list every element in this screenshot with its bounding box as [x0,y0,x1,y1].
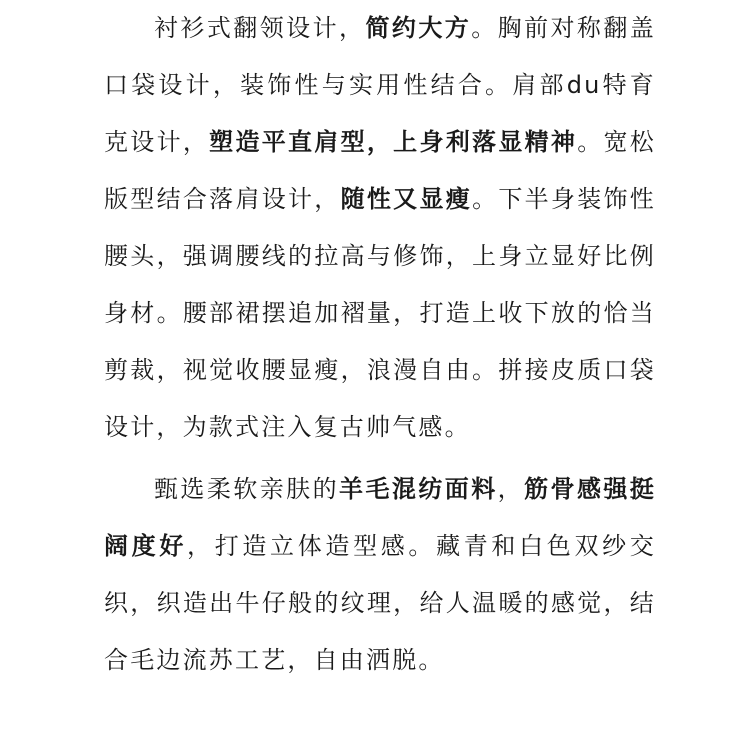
highlight-text: 羊毛混纺面料 [339,475,498,503]
text-segment: 甄选柔软亲肤的 [154,475,340,503]
paragraph-fabric [104,461,656,689]
highlight-text: 筋骨感强挺阔度好 [104,475,657,560]
text-segment: ， [497,475,525,503]
highlight-text: 塑造平直肩型，上身利落显精神 [209,128,578,156]
text-segment: 。宽松版型结合落肩设计， [104,128,656,213]
highlight-text: 简约大方 [365,14,472,42]
highlight-text: 随性又显瘦 [340,185,473,213]
text-segment: ，打造立体造型感。藏青和白色双纱交织，织造出牛仔般的纹理，给人温暖的感觉，结合毛边流苏工艺，自由洒脱。 [104,532,656,674]
text-segment: 。胸前对称翻盖口袋设计，装饰性与实用性结合。肩部du特育克设计， [104,14,656,156]
text-segment: 。下半身装饰性腰头，强调腰线的拉高与修饰，上身立显好比例身材。腰部裙摆追加褶量，打造上收下放的恰当剪裁，视觉收腰显瘦，浪漫自由。拼接皮质口袋设计，为款式注入复古帅气感。 [104,185,656,441]
paragraph-design [104,0,656,456]
text-segment: 衬衫式翻领设计， [154,14,366,42]
product-description [104,0,656,689]
